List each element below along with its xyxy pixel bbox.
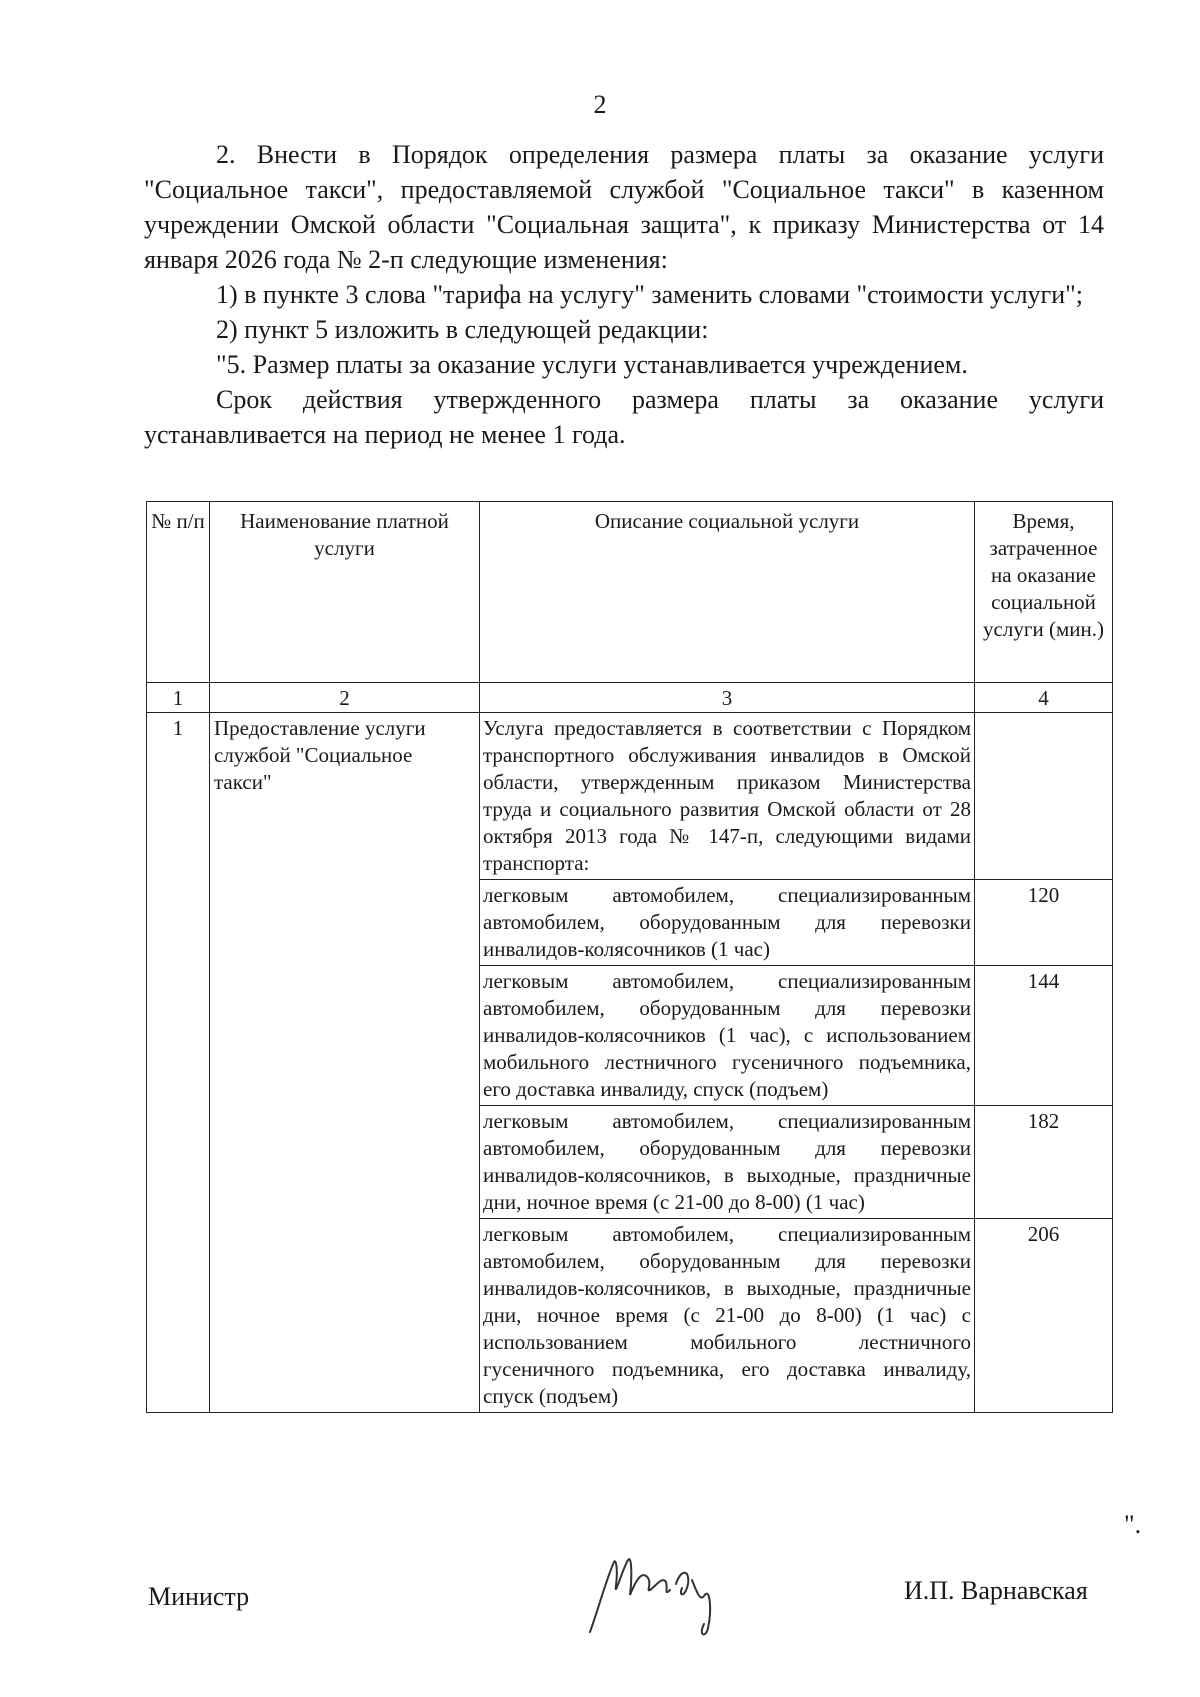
service-item-description: легковым автомобилем, специализированным автомобилем, оборудованным для перевозки инвалидов-колясочников (1 час) <box>480 880 975 966</box>
paragraph-item-1: 1) в пункте 3 слова "тарифа на услугу" заменить словами "стоимости услуги"; <box>216 280 1083 309</box>
column-number-2: 2 <box>210 683 480 713</box>
header-number: № п/п <box>147 502 210 683</box>
paragraph-validity-period: Срок действия утвержденного размера платы за оказание услуги устанавливается на период не менее 1 года. <box>144 385 1104 449</box>
column-number-3: 3 <box>480 683 975 713</box>
signer-title: Министр <box>148 1582 250 1611</box>
service-item-description: легковым автомобилем, специализированным автомобилем, оборудованным для перевозки инвалидов-колясочников, в выходные, праздничные дни, ночное время (с 21-00 до 8-00) (1 час) с использованием мобильного лестничного гусеничного подъемника, его доставка инвалиду, спуск (подъем) <box>480 1219 975 1413</box>
column-number-1: 1 <box>147 683 210 713</box>
row-number: 1 <box>147 713 210 1413</box>
service-name: Предоставление услуги службой "Социальное такси" <box>210 713 480 1413</box>
amendment-text <box>144 137 1104 452</box>
closing-quote: ". <box>1124 1510 1142 1539</box>
table-column-numbers-row <box>147 683 1113 713</box>
service-item-description: легковым автомобилем, специализированным автомобилем, оборудованным для перевозки инвалидов-колясочников (1 час), с использованием мобильного лестничного гусеничного подъемника, его доставка инвалиду, спуск (подъем) <box>480 966 975 1106</box>
column-number-4: 4 <box>975 683 1113 713</box>
header-description: Описание социальной услуги <box>480 502 975 683</box>
signer-name: И.П. Варнавская <box>904 1576 1088 1605</box>
service-intro: Услуга предоставляется в соответствии с Порядком транспортного обслуживания инвалидов в Омской области, утвержденным приказом Министерства труда и социального развития Омской области от 28 октября 2013 года № 147-п, следующими видами транспорта: <box>480 713 975 880</box>
paragraph-new-point-5: "5. Размер платы за оказание услуги устанавливается учреждением. <box>216 350 968 379</box>
header-time: Время, затраченное на оказание социальной услуги (мин.) <box>975 502 1113 683</box>
intro-time-empty <box>975 713 1113 880</box>
services-table-wrapper <box>146 501 1112 1413</box>
page-number: 2 <box>593 90 607 119</box>
service-item-time: 120 <box>975 880 1113 966</box>
header-service-name: Наименование платной услуги <box>210 502 480 683</box>
service-item-time: 182 <box>975 1106 1113 1219</box>
handwritten-signature-icon <box>580 1540 730 1640</box>
services-table <box>146 501 1113 1413</box>
service-item-description: легковым автомобилем, специализированным автомобилем, оборудованным для перевозки инвалидов-колясочников, в выходные, праздничные дни, ночное время (с 21-00 до 8-00) (1 час) <box>480 1106 975 1219</box>
service-item-time: 206 <box>975 1219 1113 1413</box>
service-item-time: 144 <box>975 966 1113 1106</box>
paragraph-amendment-intro: 2. Внести в Порядок определения размера платы за оказание услуги "Социальное такси", предоставляемой службой "Социальное такси" в казенном учреждении Омской области "Социальная защита", к приказу Министерства от 14 января 2026 года № 2-п следующие изменения: <box>144 140 1104 274</box>
paragraph-item-2: 2) пункт 5 изложить в следующей редакции: <box>216 315 709 344</box>
table-header-row <box>147 502 1113 683</box>
table-row <box>147 713 1113 880</box>
